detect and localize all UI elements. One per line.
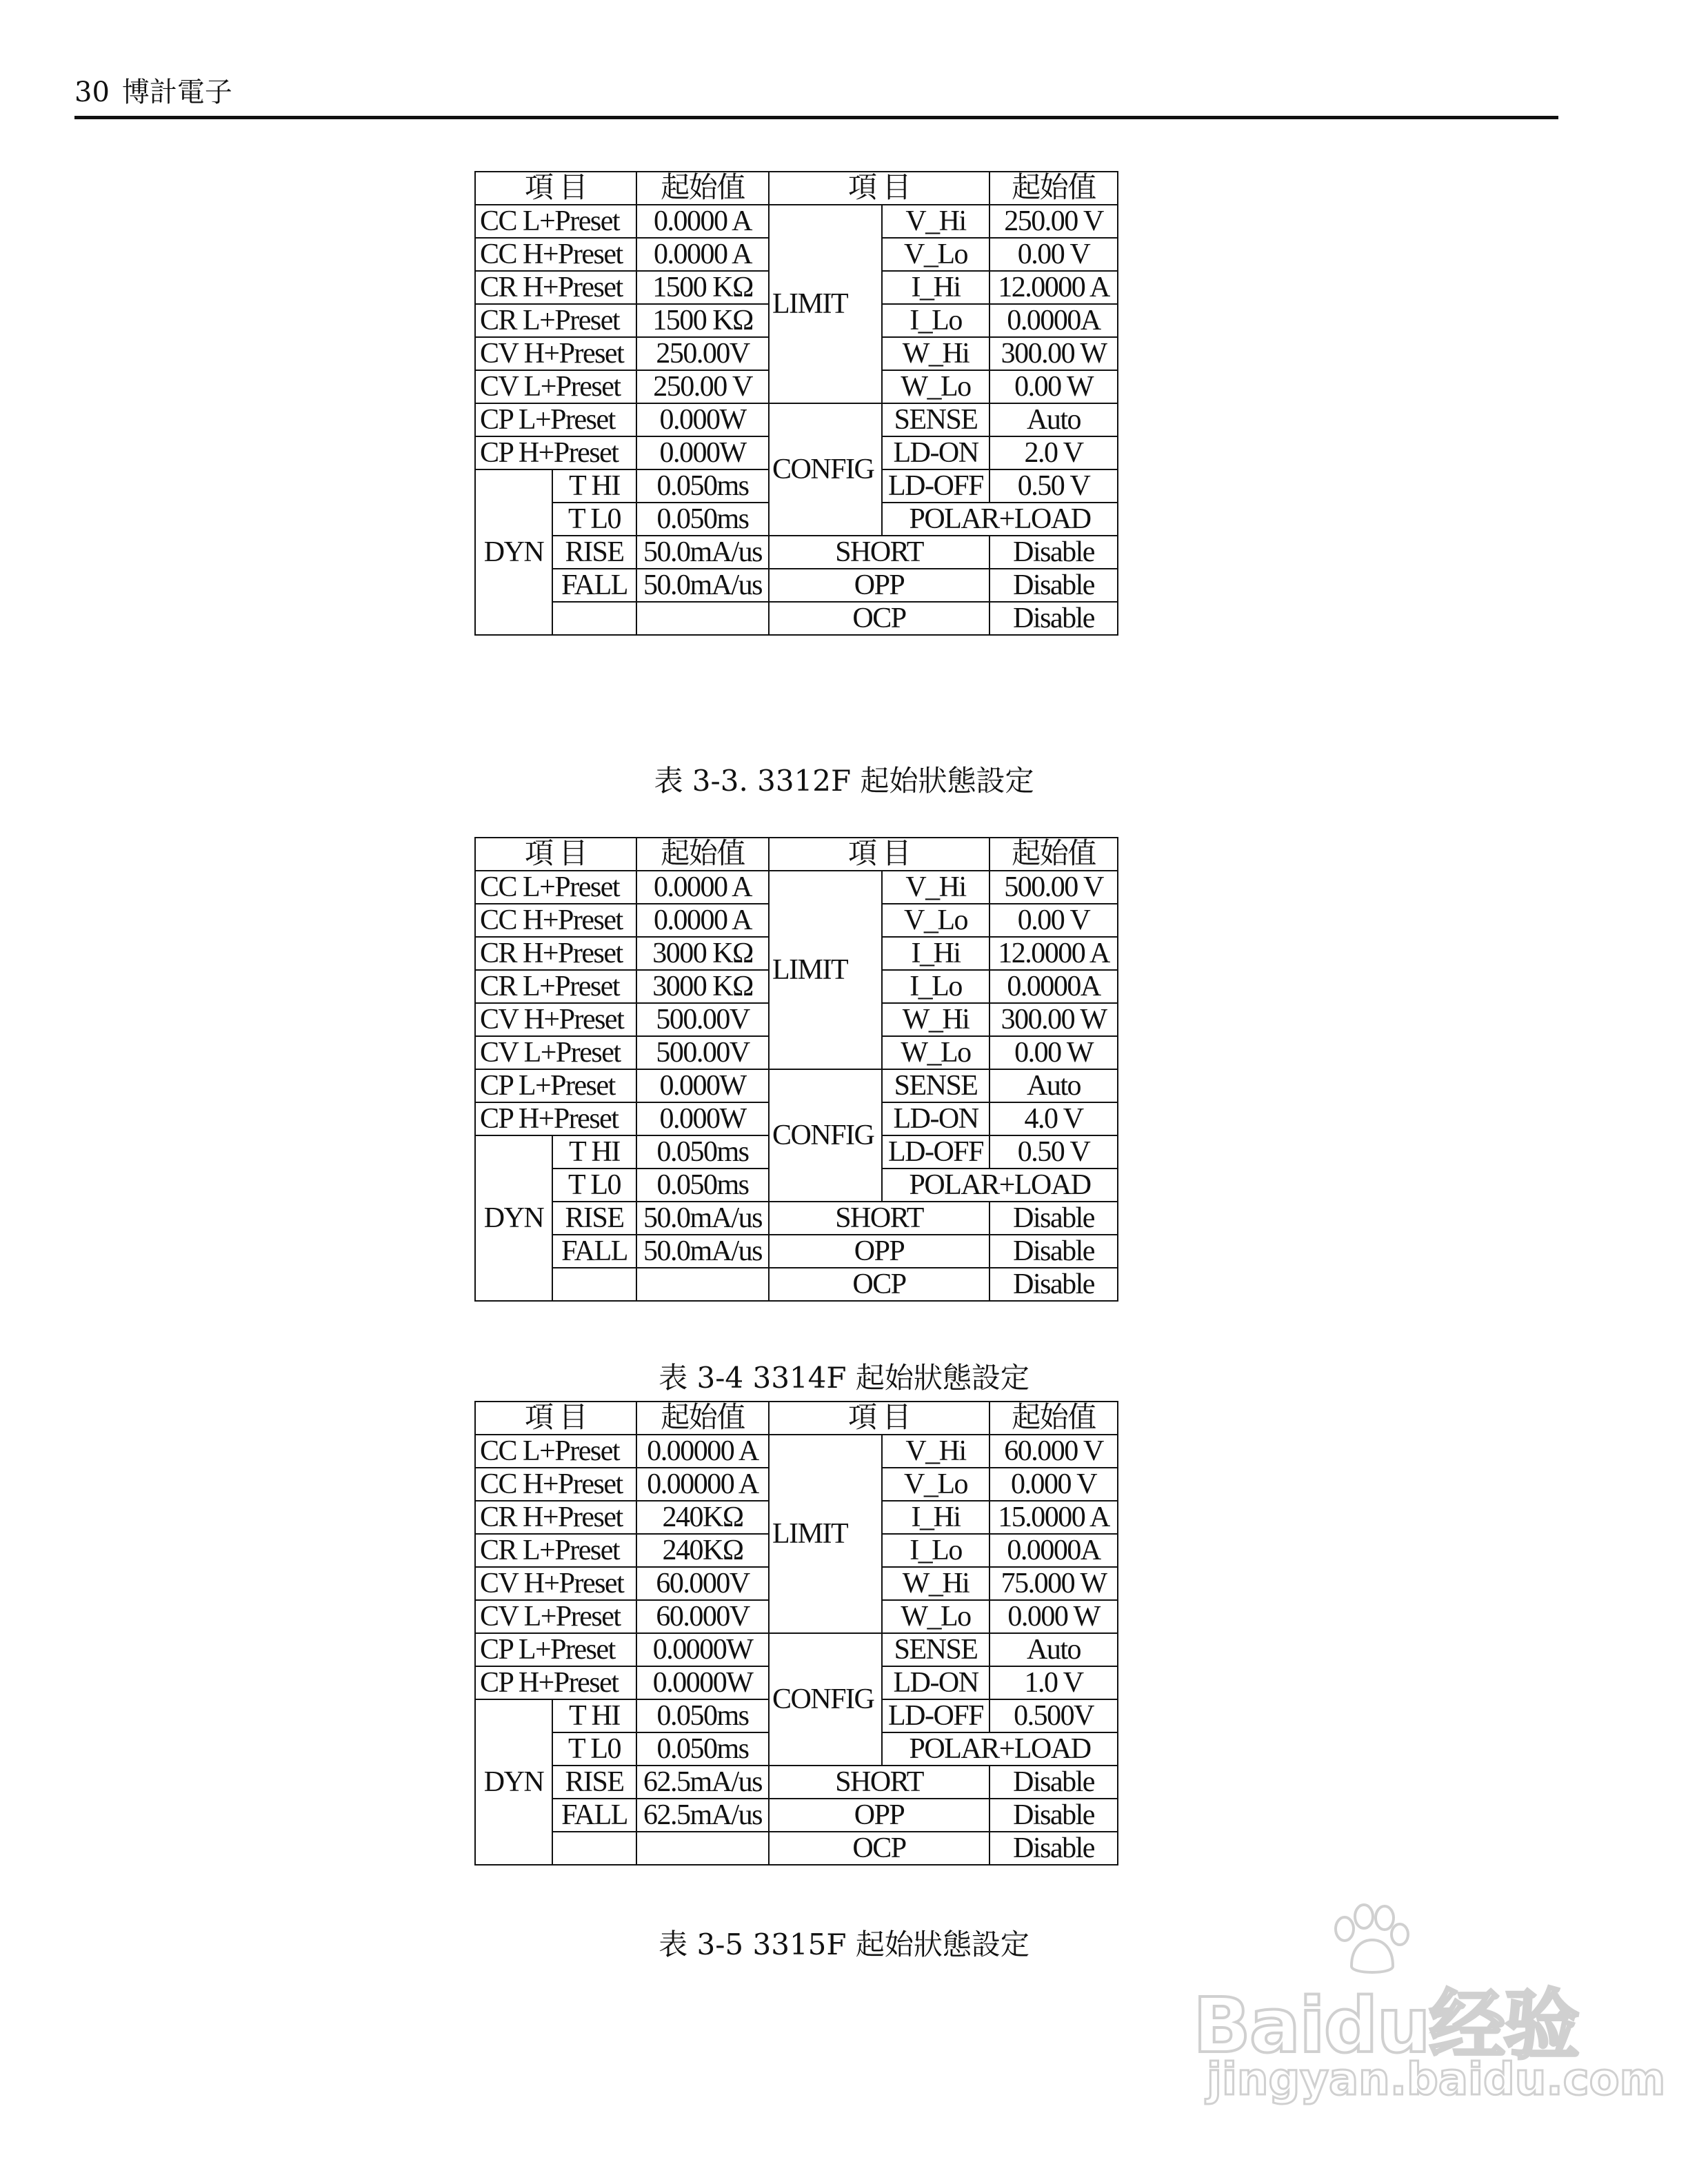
- item-name: CP H+Preset: [475, 436, 636, 469]
- empty-cell: [636, 1832, 769, 1865]
- param-name: SHORT: [769, 536, 989, 569]
- param-name: LD-ON: [882, 436, 989, 469]
- param-value: 12.0000 A: [989, 937, 1118, 970]
- header-init: 起始值: [636, 1402, 769, 1435]
- group-limit: LIMIT: [769, 871, 882, 1069]
- item-value: 62.5mA/us: [636, 1766, 769, 1799]
- param-value: 12.0000 A: [989, 271, 1118, 304]
- param-value: Auto: [989, 1069, 1118, 1102]
- dyn-sub-item: RISE: [552, 1202, 636, 1235]
- param-value: 0.0000A: [989, 1534, 1118, 1567]
- item-name: CC H+Preset: [475, 1468, 636, 1501]
- item-value: 250.00V: [636, 337, 769, 370]
- item-name: CC L+Preset: [475, 871, 636, 904]
- param-value: Disable: [989, 1235, 1118, 1268]
- param-name: W_Hi: [882, 1003, 989, 1036]
- param-name: POLAR+LOAD: [882, 1732, 1118, 1766]
- param-value: 0.00 V: [989, 238, 1118, 271]
- item-name: CC L+Preset: [475, 1435, 636, 1468]
- param-name: SENSE: [882, 1069, 989, 1102]
- item-name: CV H+Preset: [475, 337, 636, 370]
- item-value: 0.000W: [636, 403, 769, 436]
- item-value: 0.050ms: [636, 1699, 769, 1732]
- param-name: OCP: [769, 1268, 989, 1301]
- header-init-2: 起始值: [989, 1402, 1118, 1435]
- param-value: 1.0 V: [989, 1666, 1118, 1699]
- header-init: 起始值: [636, 838, 769, 871]
- param-name: SENSE: [882, 403, 989, 436]
- param-name: V_Lo: [882, 238, 989, 271]
- table-row: [475, 1235, 1118, 1268]
- header-init-2: 起始值: [989, 172, 1118, 205]
- table-row: [475, 569, 1118, 602]
- dyn-sub-item: RISE: [552, 1766, 636, 1799]
- item-value: 240KΩ: [636, 1501, 769, 1534]
- param-value: Disable: [989, 1766, 1118, 1799]
- caption-table-3-4: 表 3-4 3314F 起始狀態設定: [659, 1361, 1029, 1395]
- param-value: Disable: [989, 536, 1118, 569]
- watermark-url: jingyan.baidu.com: [1207, 2054, 1666, 2105]
- spec-table-1: [474, 171, 1118, 636]
- param-name: I_Lo: [882, 1534, 989, 1567]
- item-value: 0.0000 A: [636, 871, 769, 904]
- param-value: 500.00 V: [989, 871, 1118, 904]
- table-row: [475, 1633, 1118, 1666]
- param-value: Auto: [989, 403, 1118, 436]
- param-name: W_Lo: [882, 1600, 989, 1633]
- item-name: CR L+Preset: [475, 304, 636, 337]
- param-name: OPP: [769, 569, 989, 602]
- watermark-brand: Baidu经验: [1193, 1981, 1578, 2070]
- param-name: LD-ON: [882, 1666, 989, 1699]
- header-item: 項 目: [475, 838, 636, 871]
- empty-cell: [636, 602, 769, 635]
- empty-cell: [552, 1268, 636, 1301]
- param-value: Disable: [989, 1832, 1118, 1865]
- group-limit: LIMIT: [769, 1435, 882, 1633]
- item-name: CC H+Preset: [475, 238, 636, 271]
- page-header: [74, 76, 232, 109]
- param-value: 300.00 W: [989, 1003, 1118, 1036]
- param-value: 4.0 V: [989, 1102, 1118, 1135]
- header-init: 起始值: [636, 172, 769, 205]
- dyn-sub-item: FALL: [552, 1799, 636, 1832]
- group-dyn: DYN: [475, 1699, 552, 1865]
- header-item-2: 項 目: [769, 838, 989, 871]
- param-name: LD-OFF: [882, 1135, 989, 1169]
- table-row: [475, 1766, 1118, 1799]
- param-name: V_Lo: [882, 904, 989, 937]
- item-name: CV H+Preset: [475, 1003, 636, 1036]
- item-value: 0.00000 A: [636, 1435, 769, 1468]
- item-value: 1500 KΩ: [636, 304, 769, 337]
- caption-table-3-5: 表 3-5 3315F 起始狀態設定: [659, 1928, 1029, 1961]
- table-row: [475, 1202, 1118, 1235]
- item-name: CP H+Preset: [475, 1102, 636, 1135]
- table-row: [475, 1268, 1118, 1301]
- spec-table-3: [474, 1401, 1118, 1866]
- param-value: 0.00 W: [989, 370, 1118, 403]
- dyn-sub-item: T HI: [552, 1699, 636, 1732]
- param-value: 300.00 W: [989, 337, 1118, 370]
- param-name: V_Lo: [882, 1468, 989, 1501]
- item-value: 60.000V: [636, 1600, 769, 1633]
- param-name: V_Hi: [882, 1435, 989, 1468]
- item-name: CV L+Preset: [475, 370, 636, 403]
- table-row: [475, 1832, 1118, 1865]
- item-value: 3000 KΩ: [636, 970, 769, 1003]
- table-row: [475, 871, 1118, 904]
- table-header-row: [475, 1402, 1118, 1435]
- param-name: LD-OFF: [882, 469, 989, 503]
- header-item: 項 目: [475, 172, 636, 205]
- param-value: 250.00 V: [989, 205, 1118, 238]
- param-name: POLAR+LOAD: [882, 503, 1118, 536]
- table-row: [475, 602, 1118, 635]
- param-name: I_Lo: [882, 304, 989, 337]
- item-value: 250.00 V: [636, 370, 769, 403]
- param-value: 0.00 W: [989, 1036, 1118, 1069]
- param-name: W_Lo: [882, 1036, 989, 1069]
- item-name: CR L+Preset: [475, 1534, 636, 1567]
- empty-cell: [636, 1268, 769, 1301]
- item-value: 50.0mA/us: [636, 1202, 769, 1235]
- param-name: LD-OFF: [882, 1699, 989, 1732]
- item-value: 0.050ms: [636, 503, 769, 536]
- item-value: 500.00V: [636, 1036, 769, 1069]
- item-name: CR H+Preset: [475, 1501, 636, 1534]
- group-config: CONFIG: [769, 1633, 882, 1766]
- item-name: CV H+Preset: [475, 1567, 636, 1600]
- param-value: Disable: [989, 569, 1118, 602]
- page-number: 30: [74, 77, 110, 108]
- group-limit: LIMIT: [769, 205, 882, 403]
- item-value: 0.050ms: [636, 469, 769, 503]
- item-value: 0.000W: [636, 436, 769, 469]
- item-value: 0.0000W: [636, 1633, 769, 1666]
- item-value: 0.0000 A: [636, 238, 769, 271]
- param-name: V_Hi: [882, 871, 989, 904]
- param-name: OCP: [769, 602, 989, 635]
- item-value: 0.000W: [636, 1102, 769, 1135]
- item-name: CP L+Preset: [475, 403, 636, 436]
- param-value: 75.000 W: [989, 1567, 1118, 1600]
- param-name: OCP: [769, 1832, 989, 1865]
- empty-cell: [552, 1832, 636, 1865]
- param-name: OPP: [769, 1799, 989, 1832]
- param-value: Auto: [989, 1633, 1118, 1666]
- item-value: 3000 KΩ: [636, 937, 769, 970]
- table-row: [475, 1435, 1118, 1468]
- param-value: 0.0000A: [989, 970, 1118, 1003]
- table-header-row: [475, 838, 1118, 871]
- dyn-sub-item: T L0: [552, 1169, 636, 1202]
- item-name: CP L+Preset: [475, 1069, 636, 1102]
- group-dyn: DYN: [475, 469, 552, 635]
- dyn-sub-item: T L0: [552, 1732, 636, 1766]
- param-name: W_Hi: [882, 1567, 989, 1600]
- param-value: Disable: [989, 1202, 1118, 1235]
- item-value: 0.050ms: [636, 1169, 769, 1202]
- item-value: 60.000V: [636, 1567, 769, 1600]
- item-name: CV L+Preset: [475, 1036, 636, 1069]
- item-value: 0.050ms: [636, 1135, 769, 1169]
- item-value: 500.00V: [636, 1003, 769, 1036]
- item-value: 0.0000 A: [636, 205, 769, 238]
- param-name: I_Hi: [882, 937, 989, 970]
- param-value: 0.000 W: [989, 1600, 1118, 1633]
- item-value: 1500 KΩ: [636, 271, 769, 304]
- dyn-sub-item: T HI: [552, 469, 636, 503]
- item-value: 0.00000 A: [636, 1468, 769, 1501]
- param-name: W_Hi: [882, 337, 989, 370]
- item-value: 62.5mA/us: [636, 1799, 769, 1832]
- item-value: 240KΩ: [636, 1534, 769, 1567]
- item-value: 50.0mA/us: [636, 569, 769, 602]
- item-name: CP L+Preset: [475, 1633, 636, 1666]
- dyn-sub-item: FALL: [552, 569, 636, 602]
- group-config: CONFIG: [769, 403, 882, 536]
- item-value: 0.000W: [636, 1069, 769, 1102]
- header-init-2: 起始值: [989, 838, 1118, 871]
- dyn-sub-item: T HI: [552, 1135, 636, 1169]
- param-name: LD-ON: [882, 1102, 989, 1135]
- param-name: I_Hi: [882, 271, 989, 304]
- table-row: [475, 403, 1118, 436]
- table-row: [475, 1799, 1118, 1832]
- param-name: POLAR+LOAD: [882, 1169, 1118, 1202]
- item-name: CV L+Preset: [475, 1600, 636, 1633]
- param-name: V_Hi: [882, 205, 989, 238]
- param-value: 0.000 V: [989, 1468, 1118, 1501]
- item-value: 50.0mA/us: [636, 536, 769, 569]
- header-item-2: 項 目: [769, 172, 989, 205]
- caption-table-3-3: 表 3-3. 3312F 起始狀態設定: [654, 764, 1034, 798]
- param-value: Disable: [989, 1268, 1118, 1301]
- company-name: 博計電子: [121, 77, 232, 108]
- param-value: 0.50 V: [989, 1135, 1118, 1169]
- param-name: SHORT: [769, 1766, 989, 1799]
- item-value: 0.0000W: [636, 1666, 769, 1699]
- header-rule: [74, 116, 1558, 119]
- param-value: 0.500V: [989, 1699, 1118, 1732]
- dyn-sub-item: RISE: [552, 536, 636, 569]
- param-value: Disable: [989, 1799, 1118, 1832]
- table-header-row: [475, 172, 1118, 205]
- param-name: W_Lo: [882, 370, 989, 403]
- item-name: CR H+Preset: [475, 271, 636, 304]
- baidu-watermark: [1193, 1903, 1666, 2110]
- param-value: 2.0 V: [989, 436, 1118, 469]
- param-name: SHORT: [769, 1202, 989, 1235]
- item-name: CC H+Preset: [475, 904, 636, 937]
- param-value: Disable: [989, 602, 1118, 635]
- param-value: 0.50 V: [989, 469, 1118, 503]
- param-value: 60.000 V: [989, 1435, 1118, 1468]
- header-item-2: 項 目: [769, 1402, 989, 1435]
- dyn-sub-item: FALL: [552, 1235, 636, 1268]
- param-value: 0.0000A: [989, 304, 1118, 337]
- item-name: CP H+Preset: [475, 1666, 636, 1699]
- param-value: 0.00 V: [989, 904, 1118, 937]
- param-name: SENSE: [882, 1633, 989, 1666]
- table-row: [475, 1069, 1118, 1102]
- item-name: CR H+Preset: [475, 937, 636, 970]
- item-value: 0.0000 A: [636, 904, 769, 937]
- param-name: I_Hi: [882, 1501, 989, 1534]
- spec-table-2: [474, 837, 1118, 1302]
- header-item: 項 目: [475, 1402, 636, 1435]
- table-row: [475, 536, 1118, 569]
- param-value: 15.0000 A: [989, 1501, 1118, 1534]
- param-name: I_Lo: [882, 970, 989, 1003]
- group-config: CONFIG: [769, 1069, 882, 1202]
- table-row: [475, 205, 1118, 238]
- dyn-sub-item: T L0: [552, 503, 636, 536]
- item-value: 50.0mA/us: [636, 1235, 769, 1268]
- item-value: 0.050ms: [636, 1732, 769, 1766]
- item-name: CC L+Preset: [475, 205, 636, 238]
- group-dyn: DYN: [475, 1135, 552, 1301]
- empty-cell: [552, 602, 636, 635]
- param-name: OPP: [769, 1235, 989, 1268]
- item-name: CR L+Preset: [475, 970, 636, 1003]
